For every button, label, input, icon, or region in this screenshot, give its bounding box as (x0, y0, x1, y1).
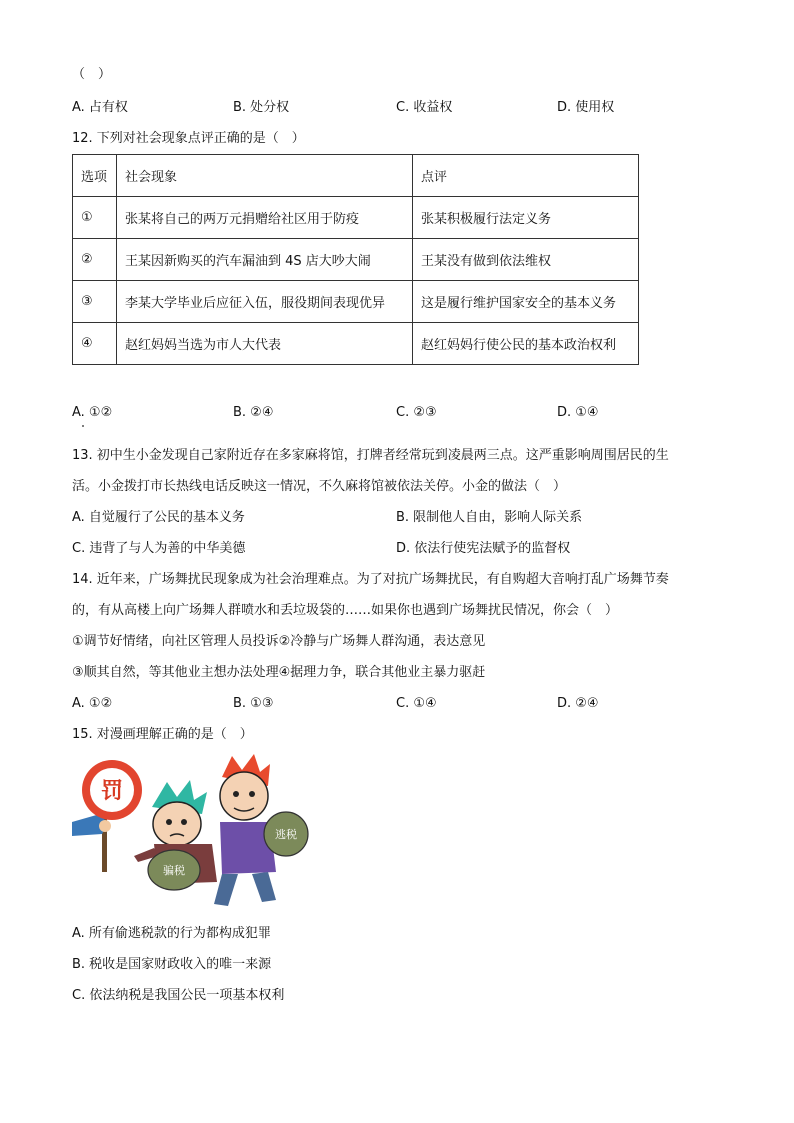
table-row (73, 323, 639, 365)
table-cell: 张某积极履行法定义务 (413, 197, 639, 239)
table-header-cell: 社会现象 (117, 155, 413, 197)
table-header-cell: 选项 (73, 155, 117, 197)
q12-option-a[interactable]: A. ①② (72, 405, 113, 420)
table-cell: ③ (73, 281, 117, 323)
q14-choice-line1: ①调节好情绪，向社区管理人员投诉②冷静与广场舞人群沟通，表达意见 (72, 634, 486, 649)
q14-option-d[interactable]: D. ②④ (557, 696, 599, 711)
penalty-sign-text: 罚 (100, 779, 124, 804)
q11-stem-tail: （ ） (72, 67, 112, 82)
table-row (73, 281, 639, 323)
q15-option-c[interactable]: C. 依法纳税是我国公民一项基本权利 (72, 988, 285, 1003)
q14-option-a[interactable]: A. ①② (72, 696, 113, 711)
q14-option-c[interactable]: C. ①④ (396, 696, 437, 711)
q14-stem-line2: 的，有从高楼上向广场舞人群喷水和丢垃圾袋的……如果你也遇到广场舞扰民情况，你会（ ） (72, 603, 619, 618)
q13-stem-line2: 活。小金拨打市长热线电话反映这一情况，不久麻将馆被依法关停。小金的做法（ ） (72, 479, 567, 494)
table-cell: ② (73, 239, 117, 281)
table-cell: ④ (73, 323, 117, 365)
q13-stem-line1: 13. 初中生小金发现自己家附近存在多家麻将馆，打牌者经常玩到凌晨两三点。这严重影响周围居民的生 (72, 448, 669, 463)
table-cell: 张某将自己的两万元捐赠给社区用于防疫 (117, 197, 413, 239)
table-cell: 这是履行维护国家安全的基本义务 (413, 281, 639, 323)
q11-option-c[interactable]: C. 收益权 (396, 100, 453, 115)
table-cell: 赵红妈妈行使公民的基本政治权利 (413, 323, 639, 365)
q12-stem: 12. 下列对社会现象点评正确的是（ ） (72, 131, 305, 146)
q12-table (72, 154, 639, 365)
q15-stem: 15. 对漫画理解正确的是（ ） (72, 727, 253, 742)
tax-fraud-bag-icon (148, 850, 200, 890)
table-header-row (73, 155, 639, 197)
table-row (73, 197, 639, 239)
tax-evasion-bag-icon (264, 812, 308, 856)
q12-option-c[interactable]: C. ②③ (396, 405, 437, 420)
q11-option-b[interactable]: B. 处分权 (233, 100, 290, 115)
q12-option-d[interactable]: D. ①④ (557, 405, 599, 420)
table-cell: 赵红妈妈当选为市人大代表 (117, 323, 413, 365)
table-cell: ① (73, 197, 117, 239)
q14-option-b[interactable]: B. ①③ (233, 696, 274, 711)
q13-option-a[interactable]: A. 自觉履行了公民的基本义务 (72, 510, 245, 525)
table-header-cell: 点评 (413, 155, 639, 197)
table-cell: 王某没有做到依法维权 (413, 239, 639, 281)
tax-evasion-cartoon (72, 752, 310, 914)
table-cell: 李某大学毕业后应征入伍，服役期间表现优异 (117, 281, 413, 323)
q15-option-a[interactable]: A. 所有偷逃税款的行为都构成犯罪 (72, 926, 271, 941)
penalty-sign-icon (82, 760, 142, 820)
q11-option-d[interactable]: D. 使用权 (557, 100, 615, 115)
q13-option-d[interactable]: D. 依法行使宪法赋予的监督权 (396, 541, 571, 556)
q13-option-c[interactable]: C. 违背了与人为善的中华美德 (72, 541, 246, 556)
q15-option-b[interactable]: B. 税收是国家财政收入的唯一来源 (72, 957, 272, 972)
bag-left-text: 骗税 (163, 864, 185, 877)
q13-option-b[interactable]: B. 限制他人自由，影响人际关系 (396, 510, 583, 525)
q14-stem-line1: 14. 近年来，广场舞扰民现象成为社会治理难点。为了对抗广场舞扰民，有自购超大音响打乱广场舞节奏 (72, 572, 669, 587)
q14-choice-line2: ③顺其自然，等其他业主想办法处理④据理力争，联合其他业主暴力驱赶 (72, 665, 486, 680)
stray-dot (82, 425, 84, 427)
bag-right-text: 逃税 (275, 828, 297, 841)
table-cell: 王某因新购买的汽车漏油到 4S 店大吵大闹 (117, 239, 413, 281)
q12-option-b[interactable]: B. ②④ (233, 405, 274, 420)
q11-option-a[interactable]: A. 占有权 (72, 100, 128, 115)
table-row (73, 239, 639, 281)
